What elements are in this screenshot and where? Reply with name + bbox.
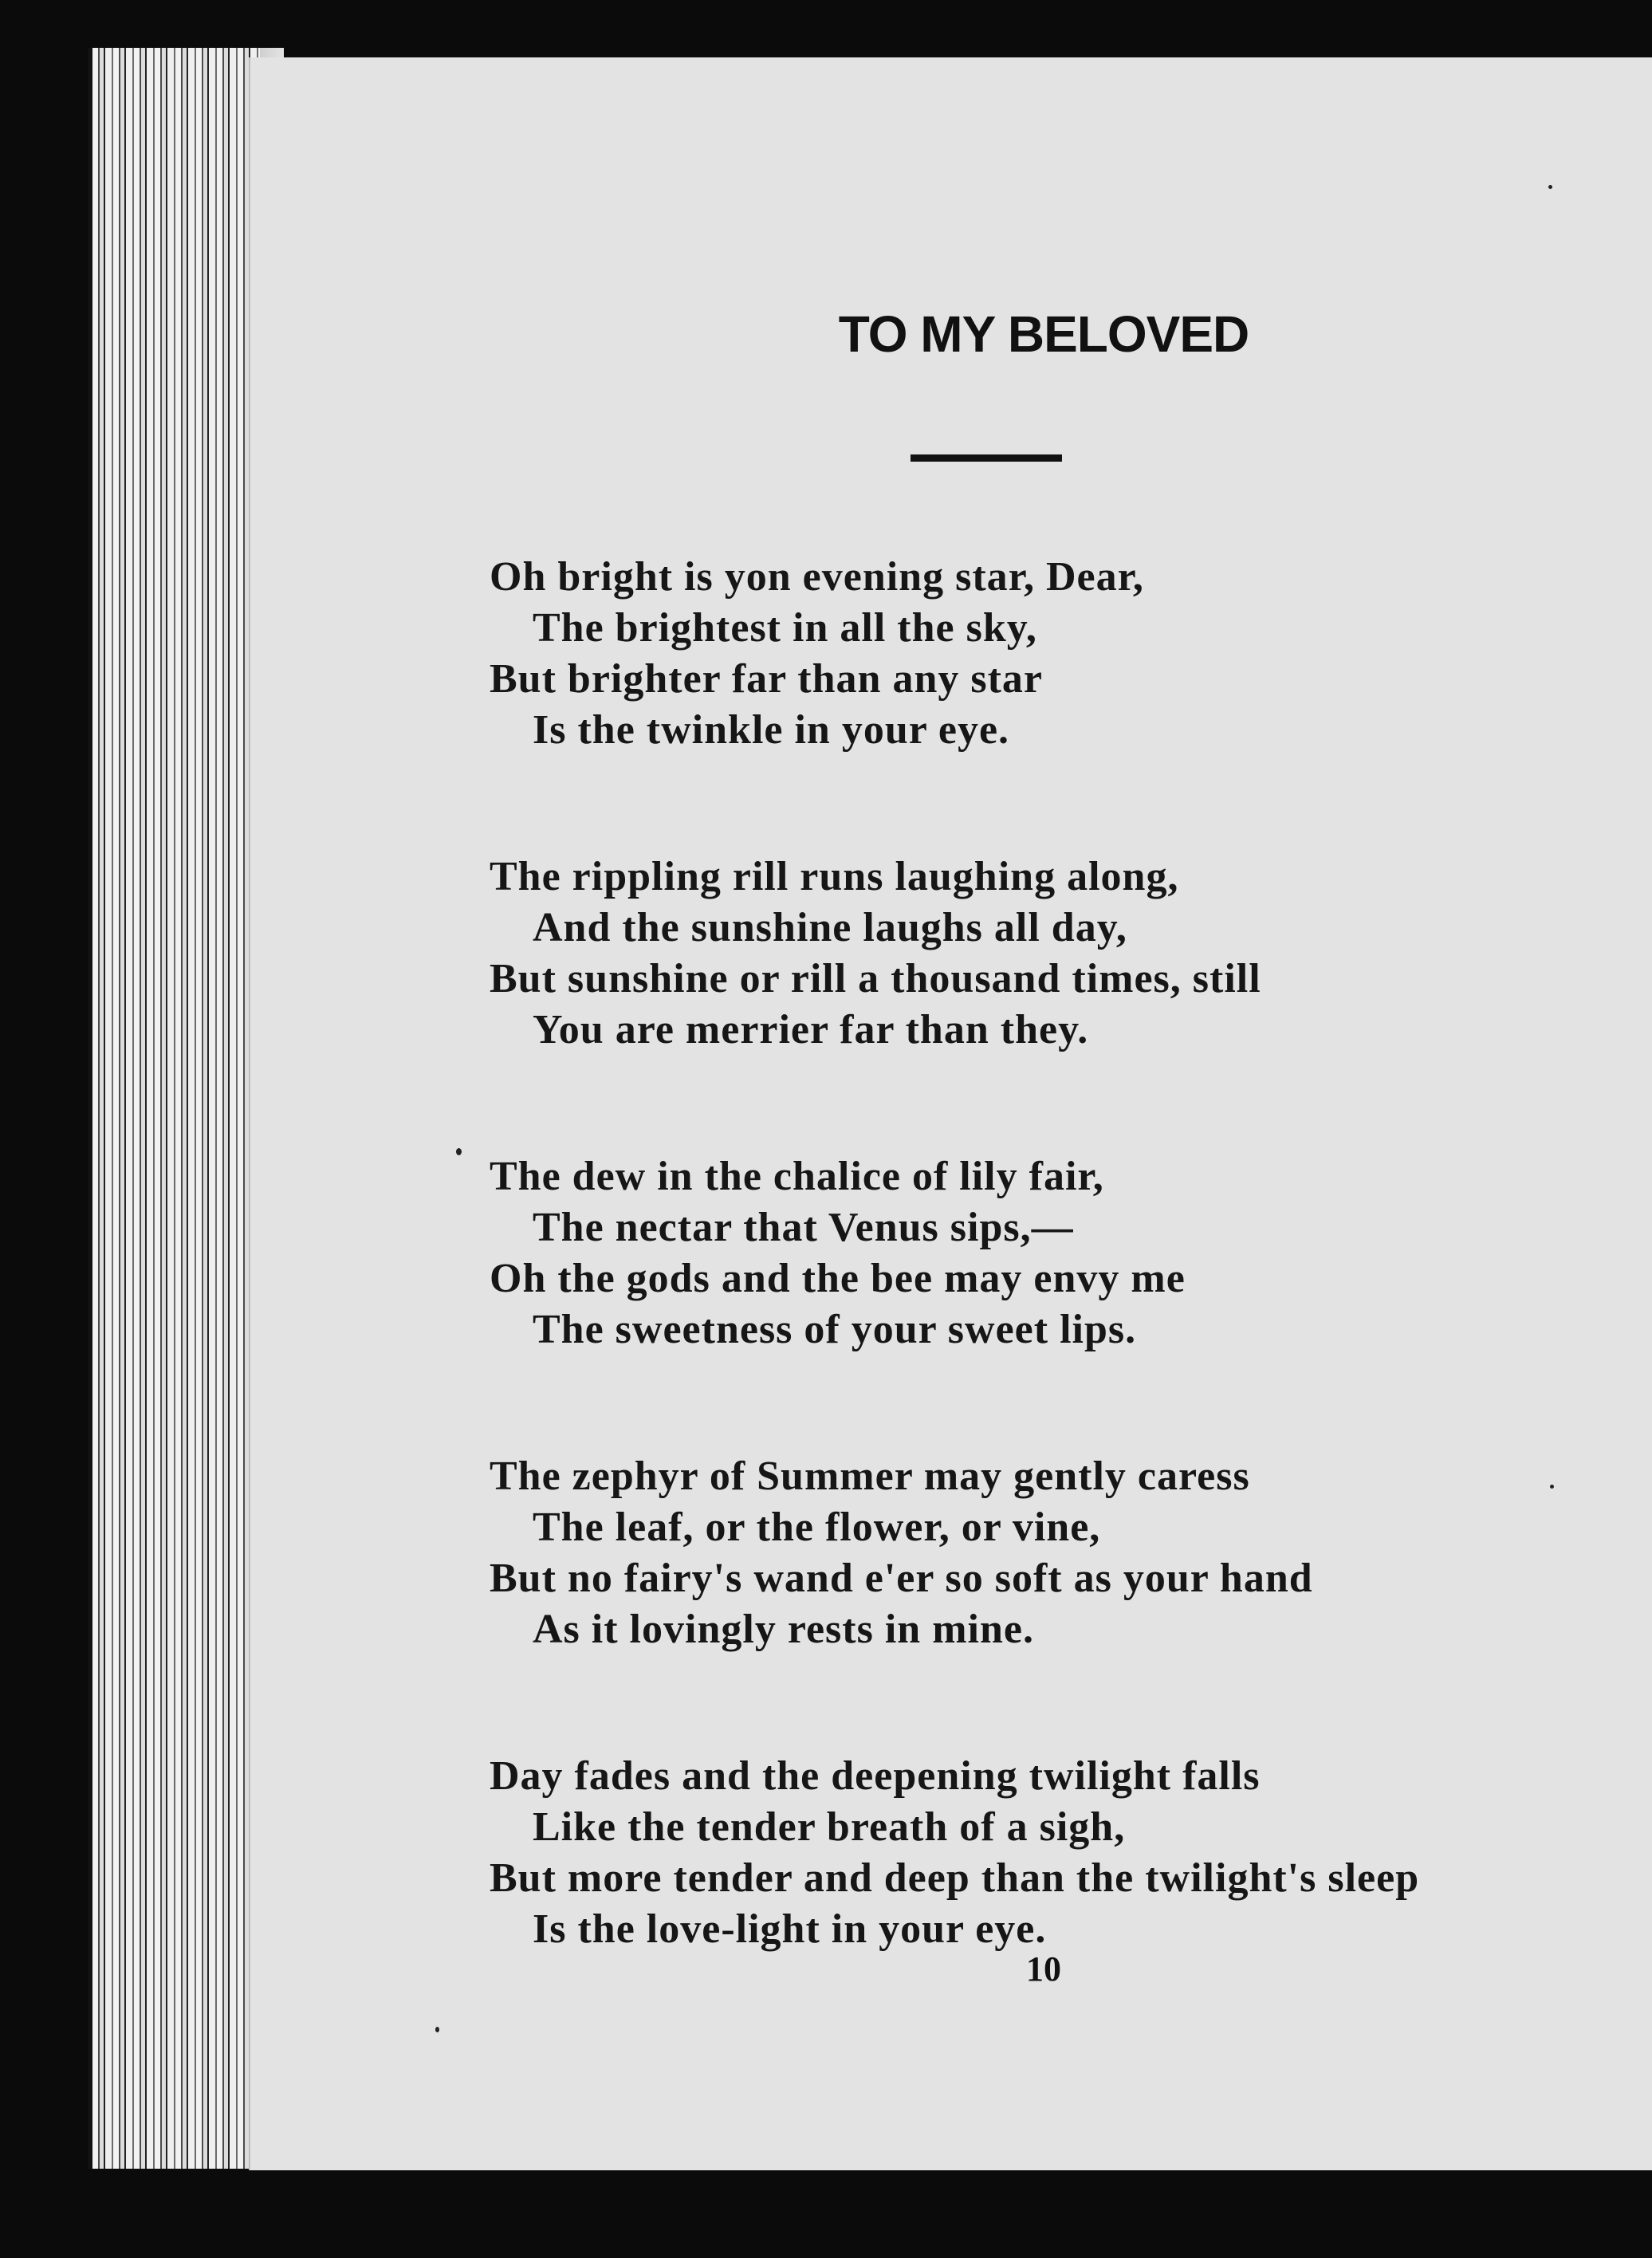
ink-speck (1548, 185, 1552, 189)
ink-speck (456, 1148, 462, 1155)
poem-line: But no fairy's wand e'er so soft as your hand (490, 1556, 1313, 1601)
ink-speck (1550, 1485, 1554, 1489)
poem-line: And the sunshine laughs all day, (533, 905, 1127, 950)
scan-border (0, 2170, 1652, 2258)
poem-line: Oh bright is yon evening star, Dear, (490, 554, 1144, 600)
poem-line: The dew in the chalice of lily fair, (490, 1154, 1104, 1199)
poem-line: Is the twinkle in your eye. (533, 707, 1010, 753)
poem-line: The leaf, or the flower, or vine, (533, 1505, 1101, 1550)
stanza-4 (490, 1451, 1606, 1655)
poem-body (490, 552, 1606, 2051)
stanza-5 (490, 1751, 1606, 1955)
title-divider (911, 454, 1062, 462)
poem-line: Day fades and the deepening twilight falls (490, 1753, 1261, 1799)
poem-line: But sunshine or rill a thousand times, still (490, 956, 1261, 1001)
poem-line: Is the love-light in your eye. (533, 1906, 1047, 1952)
poem-line: Like the tender breath of a sigh, (533, 1804, 1126, 1850)
poem-line: The brightest in all the sky, (533, 605, 1037, 651)
poem-line: The rippling rill runs laughing along, (490, 854, 1179, 899)
stanza-3 (490, 1151, 1606, 1355)
poem-line: As it lovingly rests in mine. (533, 1607, 1034, 1652)
poem-line: The sweetness of your sweet lips. (533, 1307, 1137, 1352)
poem-line: But brighter far than any star (490, 656, 1043, 702)
poem-line: The nectar that Venus sips,— (533, 1205, 1074, 1250)
ink-speck (435, 2027, 439, 2032)
poem-line: But more tender and deep than the twilight's sleep (490, 1855, 1420, 1901)
poem-title: TO MY BELOVED (838, 305, 1249, 363)
poem-line: The zephyr of Summer may gently caress (490, 1454, 1250, 1499)
poem-line: Oh the gods and the bee may envy me (490, 1256, 1186, 1301)
poem-line: You are merrier far than they. (533, 1007, 1089, 1052)
stanza-2 (490, 852, 1606, 1056)
page-number: 10 (1026, 1949, 1061, 1989)
stanza-1 (490, 552, 1606, 756)
book-page (249, 57, 1652, 2178)
